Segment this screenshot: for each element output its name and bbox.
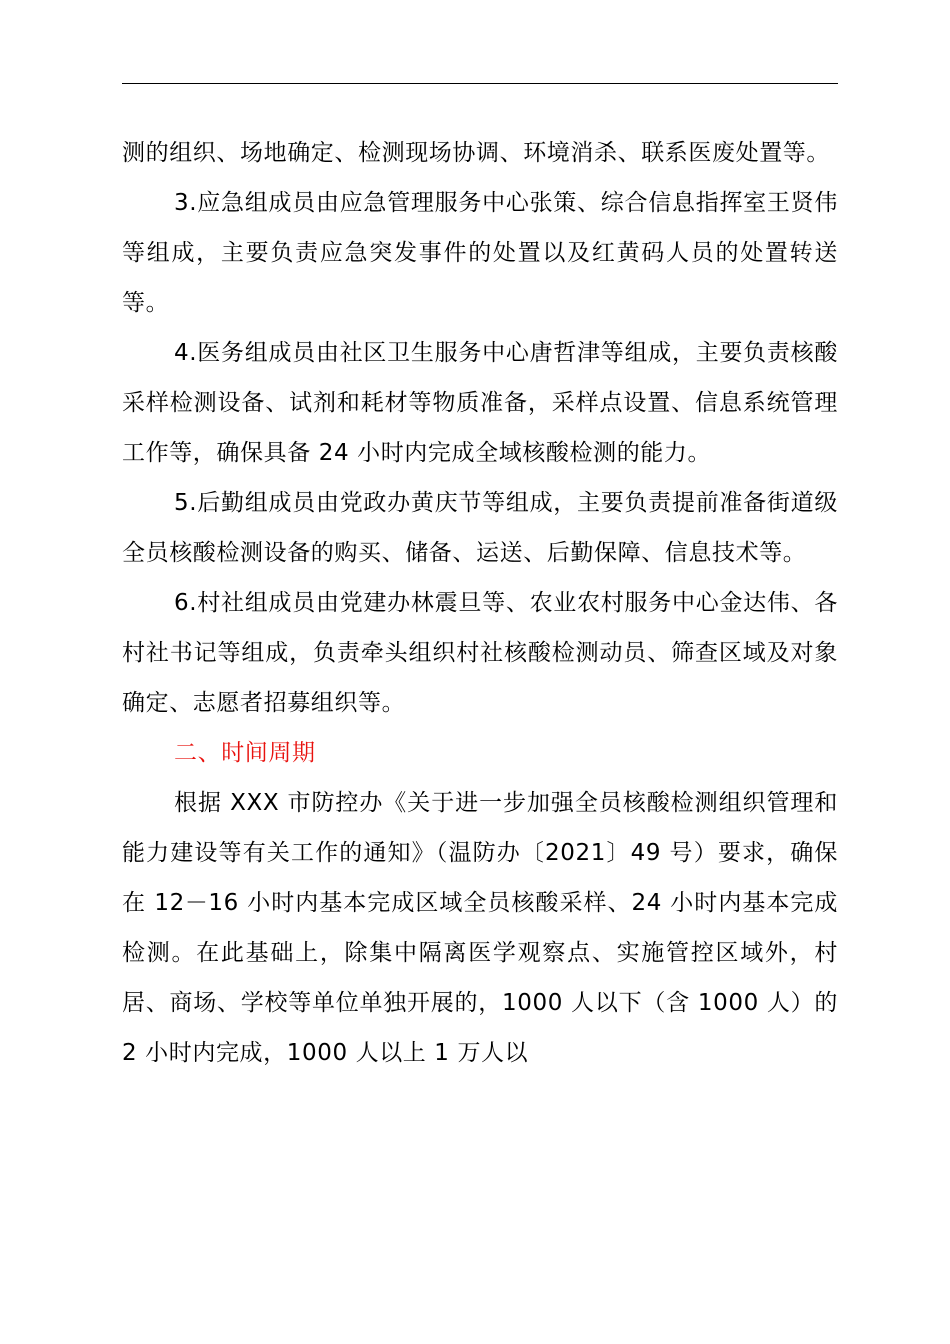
document-body bbox=[122, 128, 838, 1078]
paragraph-village-group: 6.村社组成员由党建办林震旦等、农业农村服务中心金达伟、各村社书记等组成，负责牵头组织村社核酸检测动员、筛查区域及对象确定、志愿者招募组织等。 bbox=[122, 590, 838, 716]
section-heading-time-period: 二、时间周期 bbox=[174, 740, 316, 766]
paragraph-time-requirements: 根据 XXX 市防控办《关于进一步加强全员核酸检测组织管理和能力建设等有关工作的通知》（温防办〔2021〕49 号）要求，确保在 12－16 小时内基本完成区域全员核酸采样、24 小时内基本完成检测。在此基础上，除集中隔离医学观察点、实施管控区域外，村居、商场、学校等单位单独开展的，1000 人以下（含 1000 人）的 2 小时内完成，1000 人以上 1 万人以 bbox=[122, 790, 838, 1066]
paragraph-emergency-group: 3.应急组成员由应急管理服务中心张策、综合信息指挥室王贤伟等组成，主要负责应急突发事件的处置以及红黄码人员的处置转送等。 bbox=[122, 190, 838, 316]
paragraph-medical-group: 4.医务组成员由社区卫生服务中心唐哲津等组成，主要负责核酸采样检测设备、试剂和耗材等物质准备，采样点设置、信息系统管理工作等，确保具备 24 小时内完成全域核酸检测的能力。 bbox=[122, 340, 838, 466]
paragraph-continued: 测的组织、场地确定、检测现场协调、环境消杀、联系医废处置等。 bbox=[122, 140, 830, 166]
header-rule bbox=[122, 83, 838, 84]
paragraph-logistics-group: 5.后勤组成员由党政办黄庆节等组成，主要负责提前准备街道级全员核酸检测设备的购买、储备、运送、后勤保障、信息技术等。 bbox=[122, 490, 838, 566]
